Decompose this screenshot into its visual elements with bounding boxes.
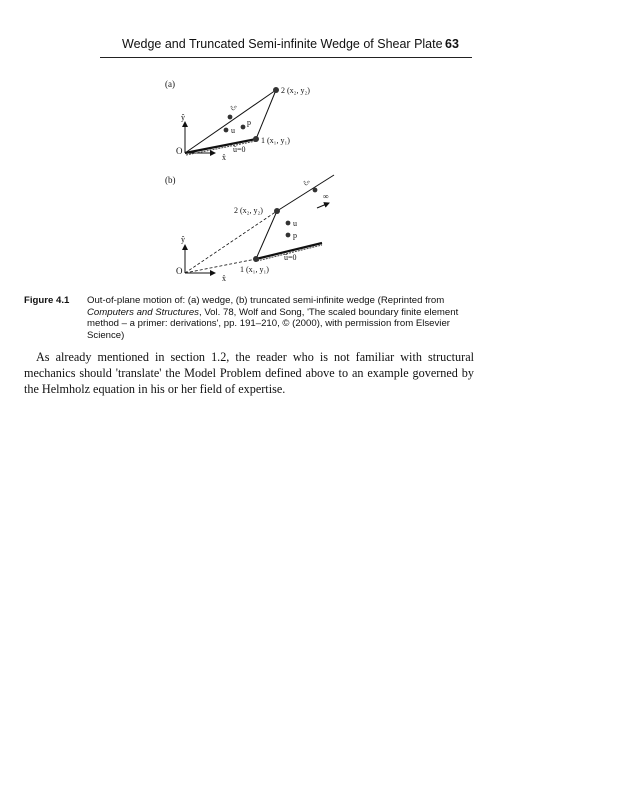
panel-a bbox=[165, 79, 310, 162]
panel-b-label: (b) bbox=[165, 175, 176, 185]
panel-b-p-dot bbox=[286, 233, 291, 238]
panel-a-bc-label: ū=0 bbox=[233, 145, 246, 154]
panel-b-p-label: p bbox=[293, 231, 297, 240]
panel-b-node-2 bbox=[274, 208, 280, 214]
caption-text bbox=[87, 295, 473, 341]
panel-b bbox=[165, 175, 334, 283]
caption-label: Figure 4.1 bbox=[24, 295, 70, 306]
panel-a-y-label: ŷ bbox=[181, 113, 185, 122]
panel-a-dim-label: c̃ₙ bbox=[228, 102, 239, 113]
figure-4-1 bbox=[0, 0, 617, 290]
panel-b-side-edge bbox=[256, 211, 277, 259]
panel-b-infinity-arrow bbox=[317, 203, 329, 208]
caption-text-part-1: Out-of-plane motion of: (a) wedge, (b) truncated semi-infinite wedge (Reprinted from bbox=[87, 295, 445, 306]
panel-a-x-label: x̂ bbox=[222, 153, 226, 162]
panel-b-infinity-label: ∞ bbox=[323, 192, 329, 201]
panel-b-y-label: ŷ bbox=[181, 235, 185, 244]
panel-a-node-1 bbox=[253, 136, 259, 142]
panel-a-node-1-label: 1 (x₁, y₁) bbox=[261, 136, 290, 145]
panel-b-bc-label: ū=0 bbox=[284, 253, 297, 262]
body-paragraph: As already mentioned in section 1.2, the reader who is not familiar with structural mechanics should 'translate' the Model Problem defined above to an example governed by the Helmholz equation in his or her field of expertise. bbox=[24, 350, 474, 396]
panel-a-node-2 bbox=[273, 87, 279, 93]
panel-b-dim-dot bbox=[313, 188, 318, 193]
panel-b-node-2-label: 2 (x₂, y₂) bbox=[234, 206, 263, 215]
panel-b-u-label: u bbox=[293, 219, 297, 228]
panel-b-x-label: x̂ bbox=[222, 274, 226, 283]
panel-a-u-dot bbox=[224, 128, 229, 133]
caption-journal: Computers and Structures bbox=[87, 306, 199, 318]
panel-b-node-1 bbox=[253, 256, 259, 262]
caption-text-part-2: , Vol. 78, Wolf and Song, 'The scaled boundary finite element method – a primer: derivations', pp. 191–210, © (2000), with permission from Elsevier Science) bbox=[87, 306, 459, 341]
panel-a-origin: O bbox=[176, 146, 183, 156]
panel-a-p-dot bbox=[241, 125, 246, 130]
panel-b-origin: O bbox=[176, 266, 183, 276]
panel-b-node-1-label: 1 (x₁, y₁) bbox=[240, 265, 269, 274]
panel-b-dim-label: c̃ₙ bbox=[301, 177, 312, 188]
panel-b-u-dot bbox=[286, 221, 291, 226]
page-number: 63 bbox=[445, 37, 459, 51]
panel-a-node-2-label: 2 (x₂, y₂) bbox=[281, 86, 310, 95]
panel-a-u-label: u bbox=[231, 126, 235, 135]
panel-a-p-label: p bbox=[247, 118, 251, 127]
panel-a-label: (a) bbox=[165, 79, 175, 89]
running-header-title: Wedge and Truncated Semi-infinite Wedge of Shear Plate bbox=[122, 37, 443, 51]
panel-a-dim-dot bbox=[228, 115, 233, 120]
